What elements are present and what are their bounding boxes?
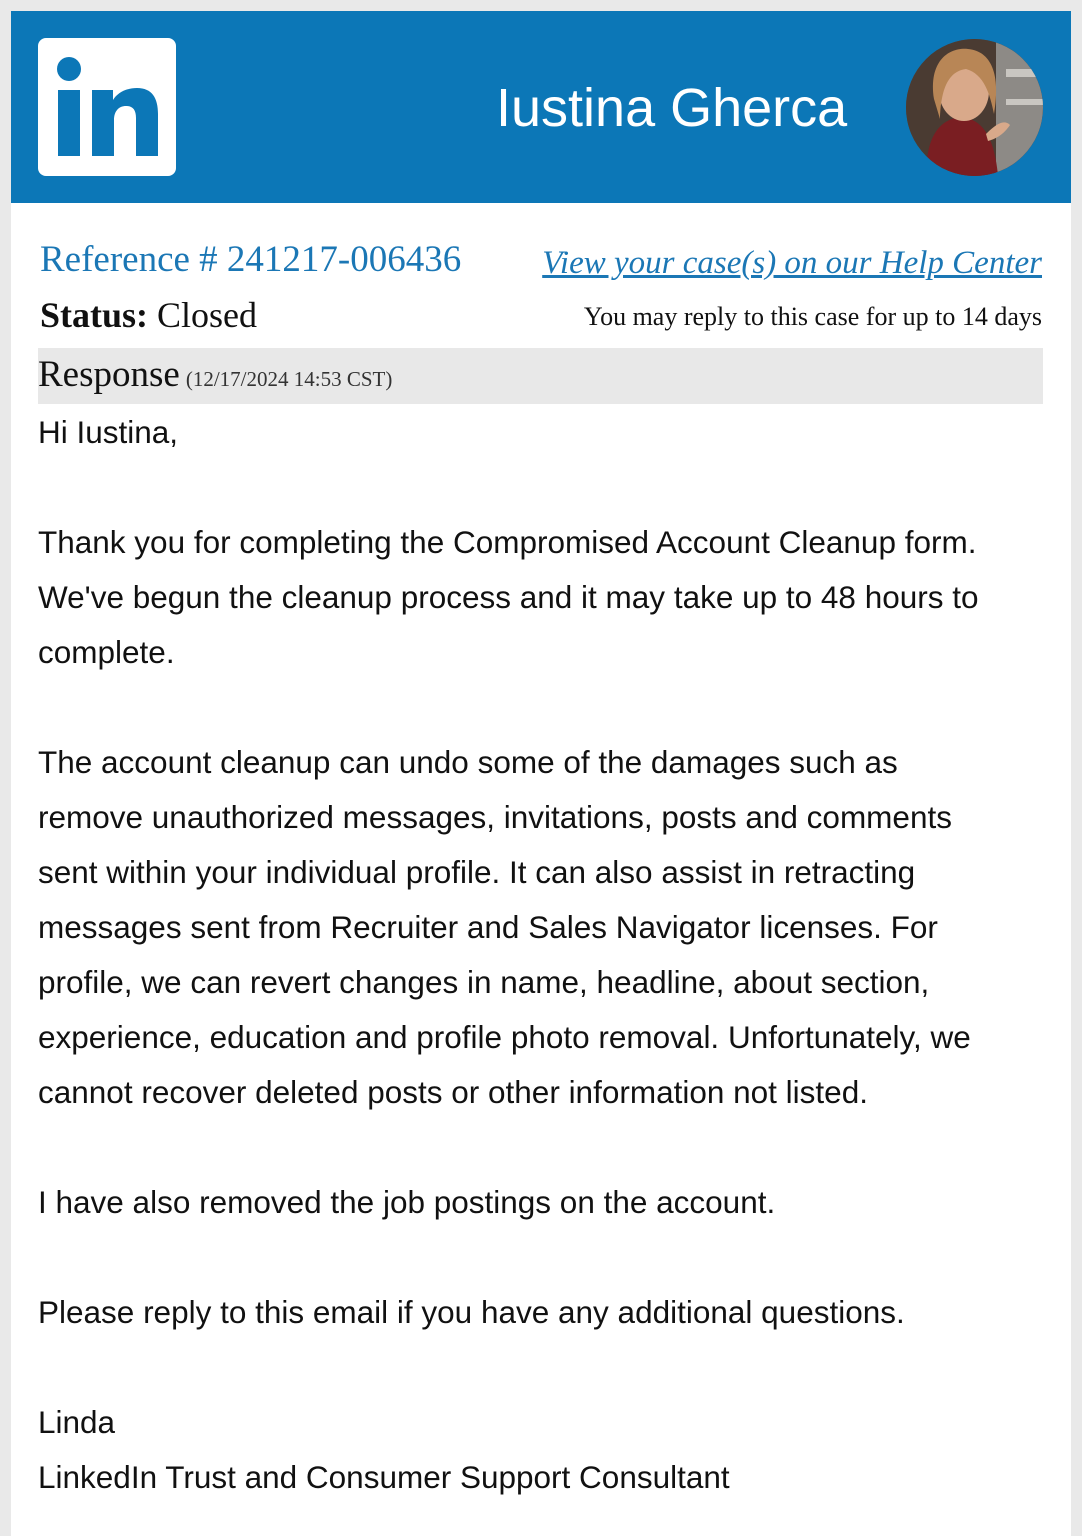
response-title-row <box>38 352 392 402</box>
avatar[interactable] <box>906 39 1043 176</box>
message-paragraph-3: I have also removed the job postings on the account. <box>38 1184 776 1220</box>
email-card <box>11 11 1071 1536</box>
message-paragraph-4: Please reply to this email if you have any additional questions. <box>38 1294 905 1330</box>
help-center-link[interactable]: View your case(s) on our Help Center <box>542 245 1042 281</box>
email-header <box>11 11 1071 203</box>
message-paragraph-2: The account cleanup can undo some of the damages such as remove unauthorized messages, invitations, posts and comments sent within your individual profile. It can also assist in retracting messages sent from Recruiter and Sales Navigator licenses. For profile, we can revert changes in name, headline, about section, experience, education and profile photo removal. Unfortunately, we cannot recover deleted posts or other information not listed. <box>38 744 971 1110</box>
case-reference: Reference # 241217-006436 <box>40 239 462 280</box>
signature-name: Linda <box>38 1404 116 1440</box>
response-date: (12/17/2024 14:53 CST) <box>185 367 393 391</box>
case-status <box>40 293 257 337</box>
message-body <box>38 405 1043 1505</box>
message-paragraph-1: Thank you for completing the Compromised Account Cleanup form. We've begun the cleanup process and it may take up to 48 hours to complete. <box>38 524 979 670</box>
signature-title: LinkedIn Trust and Consumer Support Consultant <box>38 1459 730 1495</box>
greeting: Hi Iustina, <box>38 414 179 450</box>
linkedin-logo-icon <box>38 38 176 176</box>
status-value: Closed <box>157 295 258 335</box>
reply-window-note: You may reply to this case for up to 14 days <box>583 302 1042 331</box>
user-name: Iustina Gherca <box>496 78 848 138</box>
response-title: Response <box>38 354 180 395</box>
status-label: Status: <box>40 295 149 335</box>
response-header <box>38 348 1043 404</box>
